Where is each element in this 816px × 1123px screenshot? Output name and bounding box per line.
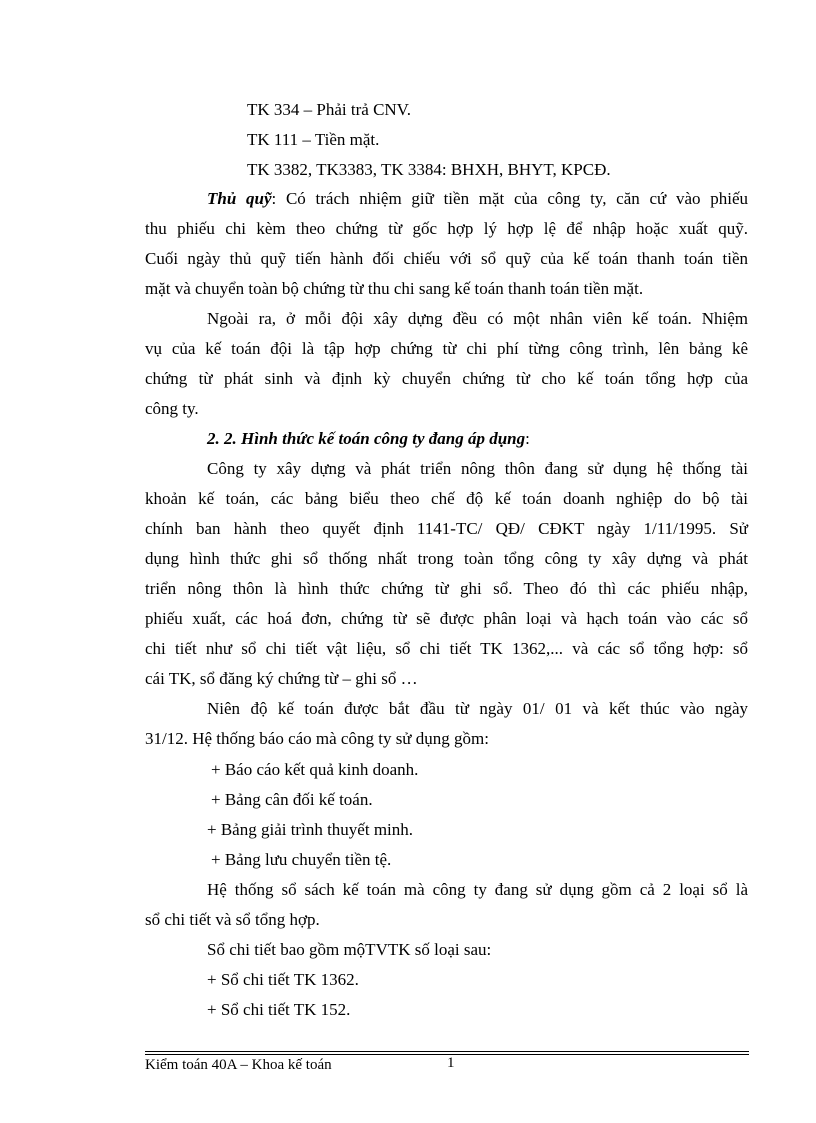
text-line: khoản kế toán, các bảng biểu theo chế độ kế toán doanh nghiệp do bộ tài — [145, 489, 748, 508]
text-line: chi tiết như sổ chi tiết vật liệu, sổ chi tiết TK 1362,... và các sổ tổng hợp: sổ — [145, 639, 748, 658]
list-item: + Báo cáo kết quả kinh doanh. — [211, 760, 419, 779]
thu-quy-label: Thủ quỹ — [207, 189, 272, 208]
text-line: thu phiếu chi kèm theo chứng từ gốc hợp lý hợp lệ để nhập hoặc xuất quỹ. — [145, 219, 748, 238]
text-line: Hệ thống sổ sách kế toán mà công ty đang sử dụng gồm cả 2 loại sổ là — [207, 880, 748, 899]
footer-text: Kiểm toán 40A – Khoa kế toán — [145, 1057, 332, 1073]
text-line: phiếu xuất, các hoá đơn, chứng từ sẽ được phân loại và hạch toán vào các sổ — [145, 609, 748, 628]
list-item: + Bảng lưu chuyển tiền tệ. — [211, 850, 392, 869]
page-number: 1 — [447, 1055, 455, 1071]
text-line: chính ban hành theo quyết định 1141-TC/ QĐ/ CĐKT ngày 1/11/1995. Sử — [145, 519, 748, 538]
text-line: Công ty xây dựng và phát triển nông thôn đang sử dụng hệ thống tài — [207, 459, 748, 478]
text-line: cái TK, sổ đăng ký chứng từ – ghi sổ … — [145, 669, 418, 688]
footer-divider — [145, 1051, 749, 1052]
text-line: sổ chi tiết và sổ tổng hợp. — [145, 910, 320, 929]
text-line: Cuối ngày thủ quỹ tiến hành đối chiếu với sổ quỹ của kế toán thanh toán tiền — [145, 249, 748, 268]
paragraph-thu-quy-first-line — [207, 188, 748, 210]
text-line: Ngoài ra, ở mỗi đội xây dựng đều có một nhân viên kế toán. Nhiệm — [207, 309, 748, 328]
text-line: công ty. — [145, 399, 199, 418]
list-item: + Sổ chi tiết TK 1362. — [207, 970, 359, 989]
text-line: chứng từ phát sinh và định kỳ chuyển chứng từ cho kế toán tổng hợp của — [145, 369, 748, 388]
text-line: dụng hình thức ghi sổ thống nhất trong toàn tổng công ty xây dựng và phát — [145, 549, 748, 568]
text-line: TK 3382, TK3383, TK 3384: BHXH, BHYT, KPCĐ. — [247, 160, 611, 179]
list-item: + Bảng cân đối kế toán. — [211, 790, 373, 809]
text-line: TK 111 – Tiền mặt. — [247, 130, 380, 149]
list-item: + Bảng giải trình thuyết minh. — [207, 820, 414, 839]
section-heading-text: 2. 2. Hình thức kế toán công ty đang áp dụng — [207, 429, 526, 448]
section-heading-colon: : — [525, 429, 530, 448]
text-line: Niên độ kế toán được bắt đầu từ ngày 01/ 01 và kết thúc vào ngày — [207, 699, 748, 718]
text-line: vụ của kế toán đội là tập hợp chứng từ chi phí từng công trình, lên bảng kê — [145, 339, 748, 358]
thu-quy-text: : Có trách nhiệm giữ tiền mặt của công ty, căn cứ vào phiếu — [271, 189, 748, 208]
section-heading — [207, 428, 530, 450]
text-line: triển nông thôn là hình thức chứng từ ghi sổ. Theo đó thì các phiếu nhập, — [145, 579, 748, 598]
text-line: mặt và chuyển toàn bộ chứng từ thu chi sang kế toán thanh toán tiền mặt. — [145, 279, 644, 298]
list-item: + Sổ chi tiết TK 152. — [207, 1000, 351, 1019]
text-line: 31/12. Hệ thống báo cáo mà công ty sử dụng gồm: — [145, 729, 489, 748]
text-line: Sổ chi tiết bao gồm mộTVTK số loại sau: — [207, 940, 492, 959]
text-line: TK 334 – Phải trả CNV. — [247, 100, 412, 119]
